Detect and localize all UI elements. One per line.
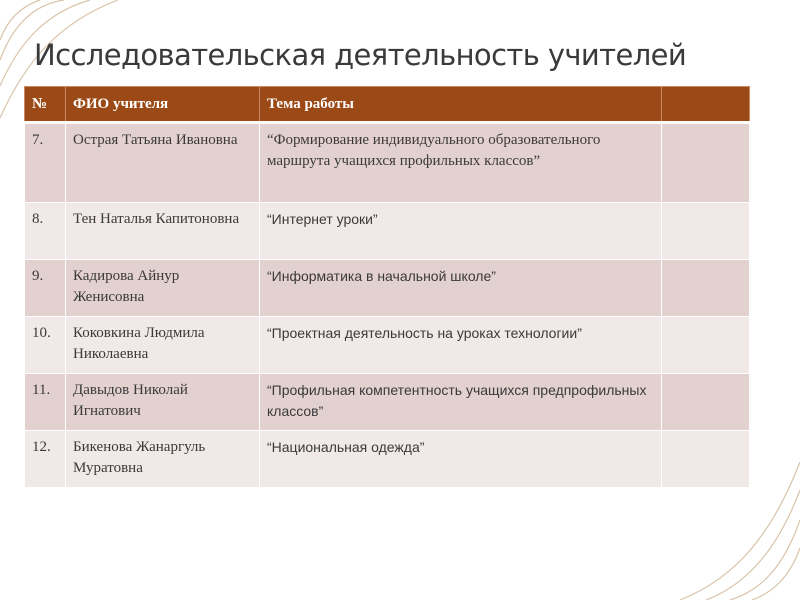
cell-number: 8. bbox=[25, 203, 66, 260]
table-row bbox=[25, 317, 750, 374]
cell-extra bbox=[662, 317, 750, 374]
cell-theme: “Проектная деятельность на уроках технологии” bbox=[260, 317, 662, 374]
cell-name: Тен Наталья Капитоновна bbox=[66, 203, 260, 260]
cell-theme: “Профильная компетентность учащихся предпрофильных классов” bbox=[260, 374, 662, 431]
cell-number: 12. bbox=[25, 431, 66, 488]
table-row bbox=[25, 203, 750, 260]
slide-title: Исследовательская деятельность учителей bbox=[34, 38, 687, 72]
cell-number: 7. bbox=[25, 123, 66, 203]
decor-swoosh-top-left-2 bbox=[0, 0, 40, 40]
cell-theme: “Интернет уроки” bbox=[260, 203, 662, 260]
cell-name: Острая Татьяна Ивановна bbox=[66, 123, 260, 203]
header-theme: Тема работы bbox=[260, 87, 662, 123]
table-row bbox=[25, 431, 750, 488]
decor-swoosh-bottom-right-1 bbox=[730, 520, 800, 600]
table-row bbox=[25, 374, 750, 431]
cell-extra bbox=[662, 431, 750, 488]
cell-extra bbox=[662, 374, 750, 431]
teachers-table bbox=[24, 86, 750, 488]
header-name: ФИО учителя bbox=[66, 87, 260, 123]
cell-name: Бикенова Жанаргуль Муратовна bbox=[66, 431, 260, 488]
cell-number: 10. bbox=[25, 317, 66, 374]
cell-theme: “Формирование индивидуального образовательного маршрута учащихся профильных классов” bbox=[260, 123, 662, 203]
table-row bbox=[25, 123, 750, 203]
cell-theme: “Информатика в начальной школе” bbox=[260, 260, 662, 317]
table-header-row bbox=[25, 87, 750, 123]
cell-name: Давыдов Николай Игнатович bbox=[66, 374, 260, 431]
cell-name: Коковкина Людмила Николаевна bbox=[66, 317, 260, 374]
table-row bbox=[25, 260, 750, 317]
header-number: № bbox=[25, 87, 66, 123]
cell-number: 11. bbox=[25, 374, 66, 431]
cell-extra bbox=[662, 203, 750, 260]
cell-extra bbox=[662, 123, 750, 203]
cell-number: 9. bbox=[25, 260, 66, 317]
header-extra bbox=[662, 87, 750, 123]
cell-theme: “Национальная одежда” bbox=[260, 431, 662, 488]
cell-extra bbox=[662, 260, 750, 317]
decor-swoosh-bottom-right-3 bbox=[706, 490, 800, 600]
cell-name: Кадирова Айнур Женисовна bbox=[66, 260, 260, 317]
decor-swoosh-bottom-right-2 bbox=[752, 548, 800, 600]
